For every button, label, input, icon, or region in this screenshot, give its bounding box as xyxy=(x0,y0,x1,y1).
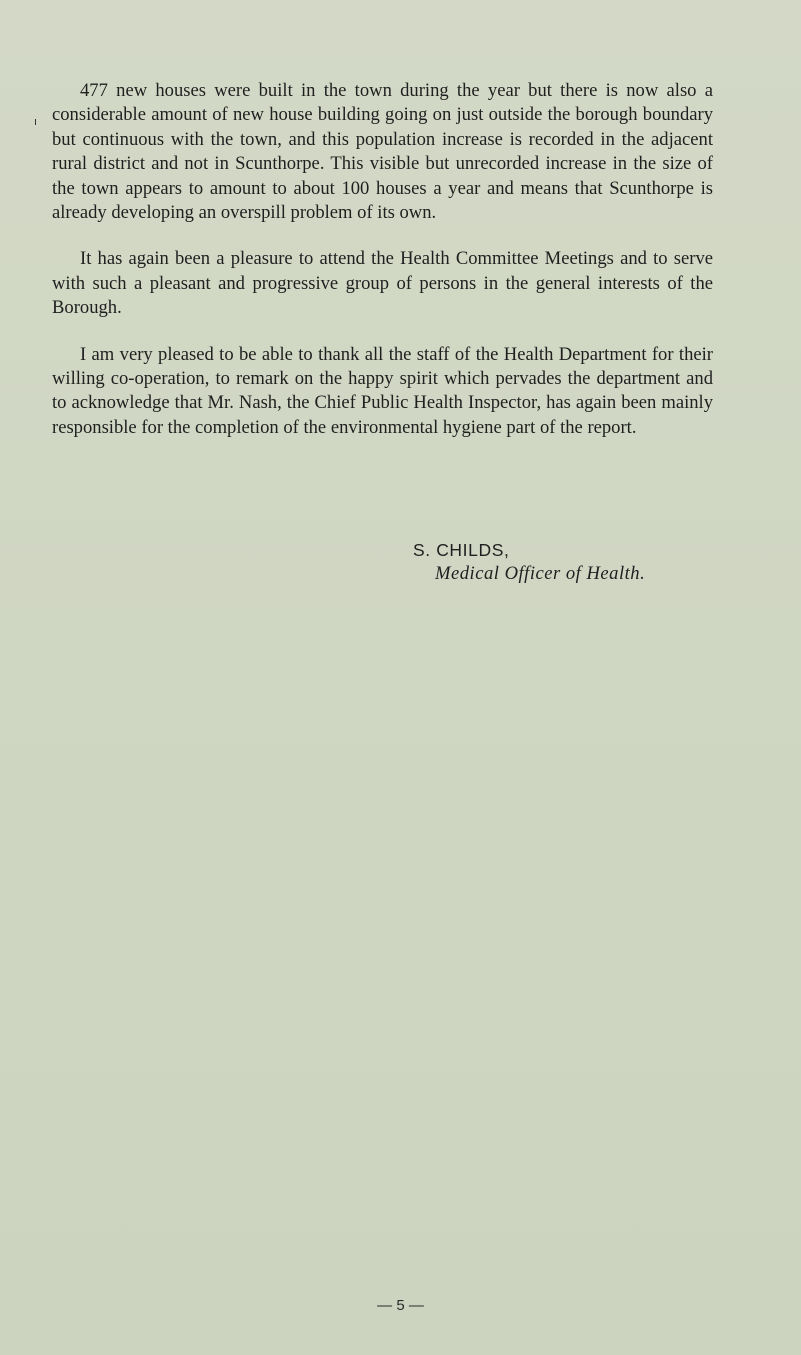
paragraph-staff-thanks: I am very pleased to be able to thank all the staff of the Health Department for their willing co-operation, to remark on the happy spirit which pervades the department and to acknowledge that Mr. Nash, the Chief Public Health Inspector, has again been mainly responsible for the completion of the environmental hygiene part of the report. xyxy=(52,343,713,438)
body-text xyxy=(52,79,713,440)
paragraph-health-committee: It has again been a pleasure to attend the Health Committee Meetings and to serve with such a pleasant and progressive group of persons in the general interests of the Borough. xyxy=(52,248,713,319)
page-number: — 5 — xyxy=(377,1297,424,1314)
signatory-title: Medical Officer of Health. xyxy=(435,563,646,585)
signatory-name: S. CHILDS, xyxy=(413,540,510,560)
margin-mark xyxy=(35,119,36,125)
paragraph-housing: 477 new houses were built in the town during the year but there is now also a considerable amount of new house building going on just outside the borough boundary but continuous with the town, and this population increase is recorded in the adjacent rural district and not in Scunthorpe. This visible but unrecorded increase in the size of the town appears to amount to about 100 houses a year and means that Scunthorpe is already developing an overspill problem of its own. xyxy=(52,80,713,224)
signature-block xyxy=(413,538,645,587)
